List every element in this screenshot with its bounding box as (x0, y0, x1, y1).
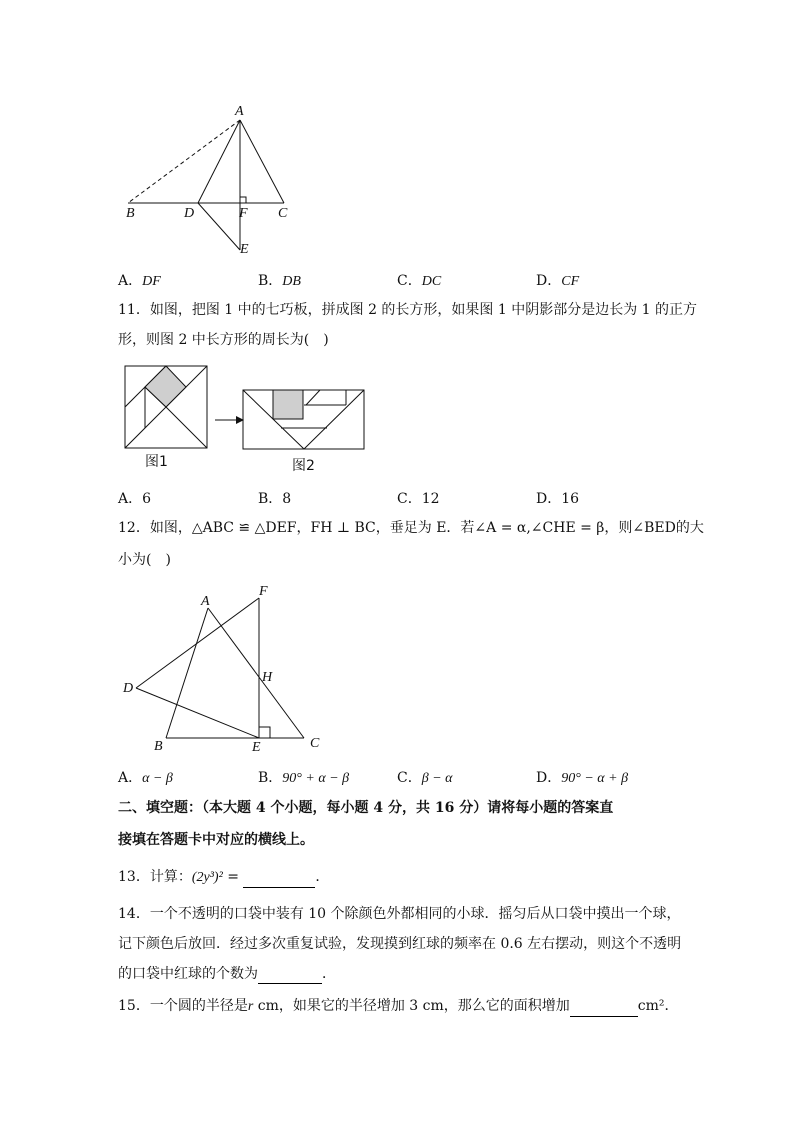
option-letter: A． (118, 273, 143, 289)
label-C: C (310, 736, 320, 751)
figure-q11 (118, 360, 378, 476)
shaded-square (273, 390, 303, 419)
q11-option-c[interactable] (397, 488, 440, 508)
option-text: α − β (142, 771, 173, 786)
label-E: E (252, 740, 261, 755)
q15 (118, 996, 679, 1017)
q12-option-c[interactable] (397, 767, 453, 787)
option-text: 8 (282, 491, 292, 507)
line-AD (198, 120, 240, 203)
option-letter: C． (397, 491, 422, 507)
figure-q12 (118, 580, 328, 755)
q14-answer-blank[interactable] (258, 967, 322, 984)
q12-option-a[interactable] (118, 767, 173, 787)
fig1-caption: 图1 (145, 454, 168, 470)
line-AB-dashed (128, 120, 240, 203)
q15-variable: r (247, 999, 254, 1014)
tangram-figure-1 (125, 366, 207, 448)
q13-prefix: 13．计算： (118, 869, 192, 885)
option-text: DC (421, 274, 442, 289)
q11-option-d[interactable] (536, 488, 579, 508)
q11-line2: 形，则图 2 中长方形的周长为( ) (118, 332, 329, 348)
q15-answer-blank[interactable] (570, 1000, 638, 1017)
option-text: CF (561, 274, 580, 289)
q12-option-b[interactable] (258, 767, 349, 787)
q14-suffix: ． (322, 966, 336, 982)
option-text: 16 (561, 491, 580, 507)
section-2-heading-line2: 接填在答题卡中对应的横线上。 (118, 832, 314, 848)
option-letter: B． (258, 491, 283, 507)
option-letter: D． (536, 770, 562, 786)
label-D: D (123, 681, 134, 696)
q12-option-d[interactable] (536, 767, 628, 787)
option-text: 6 (142, 491, 152, 507)
section-2-heading-line1: 二、填空题：（本大题 4 个小题，每小题 4 分，共 16 分）请将每小题的答案直 (118, 800, 614, 816)
line-AC (208, 608, 304, 738)
q13-expression: (2y³)² (191, 870, 223, 885)
line-DE (136, 688, 259, 738)
q15-prefix: 15．一个圆的半径是 (118, 998, 248, 1014)
right-angle-mark (240, 197, 246, 203)
label-D: D (184, 206, 195, 221)
label-A: A (235, 104, 244, 119)
right-angle-mark (259, 727, 270, 738)
option-text: β − α (421, 771, 453, 786)
q11-line1: 11．如图，把图 1 中的七巧板，拼成图 2 的长方形，如果图 1 中阴影部分是边长为 1 的正方 (118, 302, 698, 318)
q15-unit: cm²． (637, 998, 679, 1014)
line-DE (198, 203, 240, 250)
line-AC (240, 120, 284, 203)
option-letter: C． (397, 770, 422, 786)
option-letter: A． (118, 770, 143, 786)
label-B: B (154, 739, 163, 754)
tangram-figure-2 (243, 390, 364, 449)
label-H: H (262, 670, 273, 685)
q14-line3 (118, 964, 336, 984)
label-F: F (259, 584, 268, 599)
q12-line2: 小为( ) (118, 552, 171, 568)
label-C: C (278, 206, 288, 221)
line-AB (166, 608, 208, 738)
q13-suffix: ． (315, 869, 330, 885)
option-text: 90° − α + β (561, 771, 629, 786)
option-letter: D． (536, 273, 562, 289)
q10-option-a[interactable] (118, 270, 161, 290)
q14-line1: 14．一个不透明的口袋中装有 10 个除颜色外都相同的小球．摇匀后从口袋中摸出一个球， (118, 906, 681, 922)
label-E: E (240, 242, 249, 257)
shaded-square (145, 366, 186, 407)
label-F: F (239, 206, 248, 221)
option-text: DB (282, 274, 301, 289)
option-letter: B． (258, 770, 283, 786)
option-letter: C． (397, 273, 422, 289)
q10-option-d[interactable] (536, 270, 579, 290)
q10-option-c[interactable] (397, 270, 441, 290)
q11-option-a[interactable] (118, 488, 151, 508)
label-A: A (201, 594, 210, 609)
figure-q10 (118, 100, 308, 260)
option-letter: A． (118, 491, 143, 507)
line-DF (136, 598, 259, 688)
q14-line2: 记下颜色后放回．经过多次重复试验，发现摸到红球的频率在 0.6 左右摆动，则这个不透明 (118, 936, 682, 952)
q13-answer-blank[interactable] (243, 871, 315, 888)
fig2-caption: 图2 (292, 458, 315, 474)
option-text: DF (142, 274, 161, 289)
q15-mid: cm，如果它的半径增加 3 cm，那么它的面积增加 (253, 998, 570, 1014)
arrow-icon (215, 416, 244, 424)
q12-line1: 12．如图，△ABC ≌ △DEF，FH ⊥ BC，垂足为 E．若∠A = α,∠CHE = β，则∠BED的大 (118, 520, 704, 536)
q13 (118, 867, 329, 888)
label-B: B (126, 206, 135, 221)
q14-line3-text: 的口袋中红球的个数为 (118, 966, 258, 982)
option-letter: B． (258, 273, 283, 289)
q11-option-b[interactable] (258, 488, 291, 508)
option-letter: D． (536, 491, 562, 507)
q10-option-b[interactable] (258, 270, 301, 290)
option-text: 90° + α − β (282, 771, 350, 786)
q13-equals: = (222, 869, 244, 885)
option-text: 12 (421, 491, 440, 507)
